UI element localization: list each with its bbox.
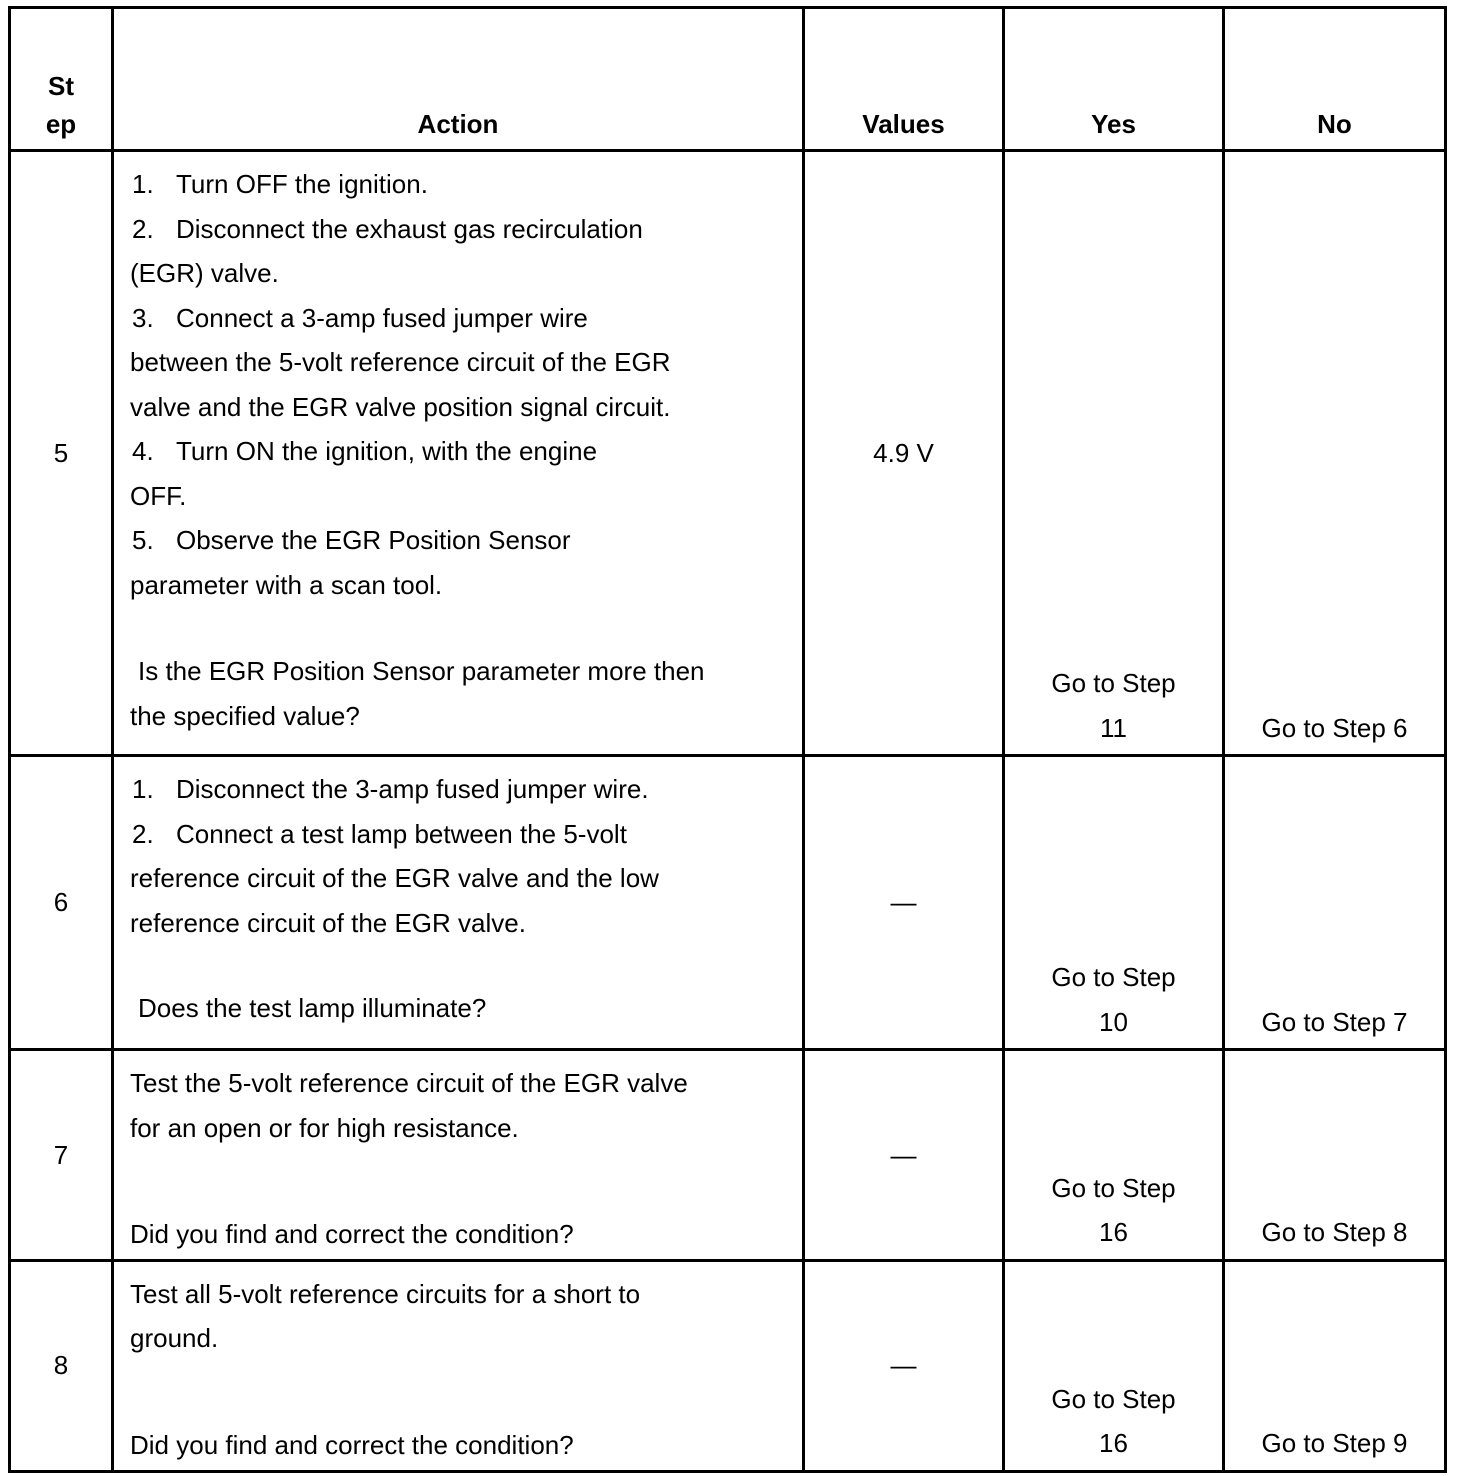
no-cell: Go to Step 9: [1224, 1260, 1446, 1471]
question-line: Did you find and correct the condition?: [130, 1219, 574, 1249]
action-line: for an open or for high resistance.: [130, 1112, 519, 1143]
yes-line1: Go to Step: [1051, 1172, 1176, 1203]
step-column-header: [10, 8, 113, 151]
yes-cell: [1004, 756, 1224, 1050]
no-cell: Go to Step 6: [1224, 151, 1446, 756]
step-number: 6: [10, 756, 113, 1050]
no-cell: Go to Step 8: [1224, 1050, 1446, 1261]
value-cell: [804, 1050, 1004, 1261]
yes-line2: 16: [1099, 1217, 1128, 1247]
yes-cell: [1004, 1260, 1224, 1471]
no-cell: Go to Step 7: [1224, 756, 1446, 1050]
table-row-step-8: [10, 1260, 1446, 1471]
question-line: Is the EGR Position Sensor parameter more then: [138, 656, 705, 686]
action-line: reference circuit of the EGR valve.: [130, 907, 526, 938]
value-cell: [804, 756, 1004, 1050]
action-line: valve and the EGR valve position signal circuit.: [130, 391, 671, 422]
step-header-line1: St: [48, 71, 74, 101]
action-line: 1. Turn OFF the ignition.: [132, 169, 428, 199]
em-dash: —: [890, 1350, 917, 1381]
step-header-line2: ep: [45, 109, 77, 139]
value-cell: [804, 1260, 1004, 1471]
diagnostic-table: [8, 6, 1447, 1473]
yes-column-header: Yes: [1004, 8, 1224, 151]
yes-line1: Go to Step: [1051, 1383, 1176, 1414]
yes-line1: Go to Step: [1051, 668, 1176, 698]
action-line: 2. Disconnect the exhaust gas recirculation: [132, 213, 643, 244]
action-line: 5. Observe the EGR Position Sensor: [132, 525, 571, 555]
action-line: 3. Connect a 3-amp fused jumper wire: [132, 302, 588, 333]
question-line: the specified value?: [130, 700, 360, 731]
values-column-header: Values: [804, 8, 1004, 151]
action-line: 1. Disconnect the 3-amp fused jumper wire.: [132, 774, 649, 804]
diagnostic-table-page: [8, 6, 1444, 1468]
action-cell: [113, 1260, 804, 1471]
action-line: Test the 5-volt reference circuit of the EGR valve: [130, 1068, 688, 1098]
value-cell: 4.9 V: [804, 151, 1004, 756]
em-dash: —: [890, 1139, 917, 1170]
table-row-step-6: [10, 756, 1446, 1050]
table-row-step-7: [10, 1050, 1446, 1261]
header-row: [10, 8, 1446, 151]
action-line: between the 5-volt reference circuit of the EGR: [130, 347, 671, 377]
yes-line2: 16: [1099, 1428, 1128, 1458]
action-line: Test all 5-volt reference circuits for a short to: [130, 1278, 641, 1309]
yes-line2: 11: [1100, 712, 1127, 743]
question-line: Did you find and correct the condition?: [130, 1429, 574, 1460]
yes-cell: [1004, 1050, 1224, 1261]
no-column-header: No: [1224, 8, 1446, 151]
em-dash: —: [890, 887, 917, 918]
yes-line1: Go to Step: [1051, 962, 1176, 992]
action-line: 2. Connect a test lamp between the 5-volt: [132, 818, 627, 849]
step-number: 7: [10, 1050, 113, 1261]
action-cell: [113, 756, 804, 1050]
action-cell: [113, 151, 804, 756]
action-line: reference circuit of the EGR valve and the low: [130, 863, 659, 893]
action-cell: [113, 1050, 804, 1261]
step-number: 8: [10, 1260, 113, 1471]
action-line: OFF.: [130, 480, 187, 511]
question-line: Does the test lamp illuminate?: [138, 993, 487, 1023]
table-row-step-5: [10, 151, 1446, 756]
yes-cell: [1004, 151, 1224, 756]
step-number: 5: [10, 151, 113, 756]
action-line: (EGR) valve.: [130, 258, 279, 288]
action-line: parameter with a scan tool.: [130, 569, 443, 600]
action-line: ground.: [130, 1323, 219, 1353]
action-column-header: Action: [113, 8, 804, 151]
yes-line2: 10: [1099, 1006, 1128, 1037]
action-line: 4. Turn ON the ignition, with the engine: [132, 436, 598, 466]
